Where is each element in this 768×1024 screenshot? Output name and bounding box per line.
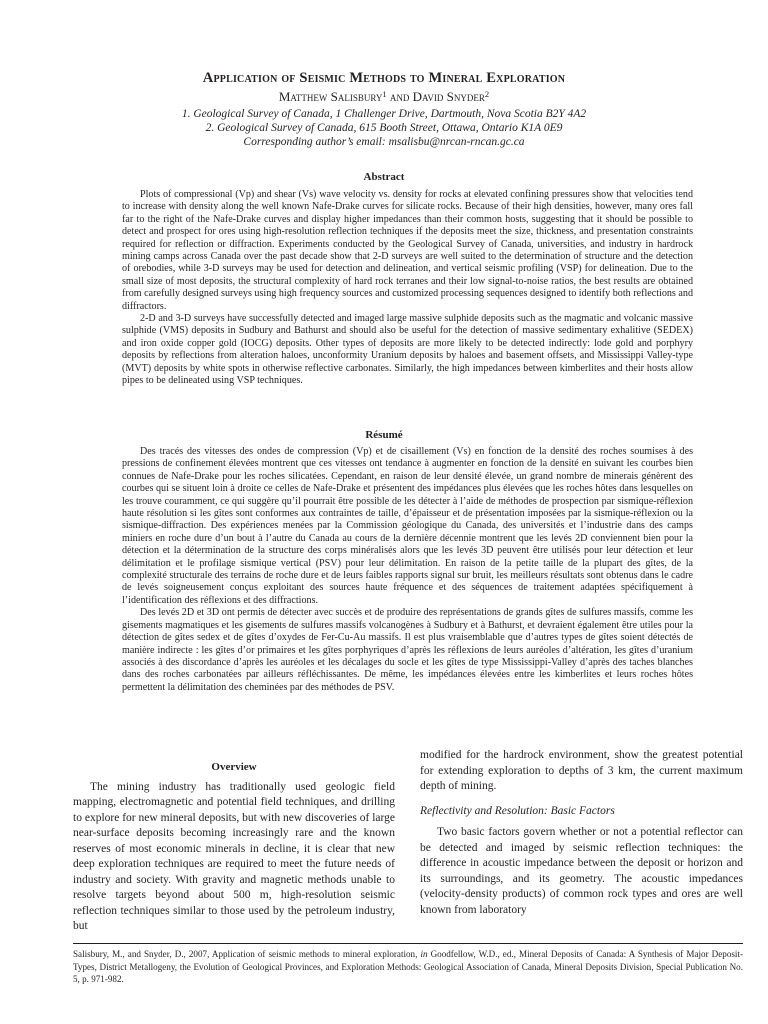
overview-paragraph: The mining industry has traditionally used geologic field mapping, electromagnetic and potential field techniques, and drilling to explore for new mineral deposits, but with new discoveries of large near-surface deposits becoming increasingly rare and the known reserves of most economic minerals in decline, it is clear that new deep exploration techniques are required to meet the future needs of industry and society. With gravity and magnetic methods unable to resolve targets beyond about 500 m, high-resolution seismic reflection techniques similar to those used by the petroleum industry, but <box>73 780 395 932</box>
citation-text: Salisbury, M., and Snyder, D., 2007, Application of seismic methods to mineral exploration, <box>73 949 421 959</box>
author-line <box>0 89 768 105</box>
paper-title: Application of Seismic Methods to Mineral Exploration <box>202 70 566 86</box>
citation-footer <box>73 948 743 986</box>
right-column <box>420 748 743 918</box>
resume-paragraph: Des levés 2D et 3D ont permis de détecter avec succès et de produire des représentations de grands gîtes de sulfures massifs, comme les gisements magmatiques et les gisements de sulfures massifs volcanogènes à Sudbury et à Bathurst, et devraient également être utiles pour la détection de gîtes sedex et de gîtes d’oxydes de Fer-Cu-Au massifs. Il est plus vraisemblable que d’autres types de gîtes soient détectés de manière indirecte : les gîtes d’or primaires et les gîtes porphyriques d’après les réflexions de leurs auréoles d’altération, les gîtes d’uranium associés à des discordance d’après les auréoles et les décalages du socle et les gîtes de type Mississippi-Valley d’après des taches blanches dans des roches carbonatées par ailleurs réfléchissantes. De même, les impédances élevées entre les kimberlites et leurs roches hôtes permettent la délimitation des cheminées par des méthodes de PSV. <box>122 607 693 693</box>
abstract-paragraph: 2-D and 3-D surveys have successfully detected and imaged large massive sulphide deposits such as the magmatic and volcanic massive sulphide (VMS) deposits in Sudbury and Bathurst and should also be useful for the detection of massive sedimentary exhalitive (SEDEX) and iron oxide copper gold (IOCG) deposits. Other types of deposits are more likely to be detected indirectly: lode gold and porphyry deposits by reflections from alteration haloes, unconformity Uranium deposits by haloes and basement offsets, and Mississippi Valley-type (MVT) deposits by white spots in otherwise reflective carbonates. Similarly, the high impedances between kimberlites and their hosts allow pipes to be delineated using VSP techniques. <box>122 313 693 387</box>
footer-rule <box>73 943 743 944</box>
abstract-heading: Abstract <box>363 171 405 183</box>
author-1: Matthew Salisbury <box>278 89 383 104</box>
overview-continuation: modified for the hardrock environment, show the greatest potential for extending exploration to depths of 3 km, the current maximum depth of mining. <box>420 749 743 792</box>
affiliation-1: 1. Geological Survey of Canada, 1 Challenger Drive, Dartmouth, Nova Scotia B2Y 4A2 <box>181 108 587 120</box>
author-2-superscript: 2 <box>484 89 490 99</box>
citation-text-rest: Goodfellow, W.D., ed., Mineral Deposits of Canada: A Synthesis of Major Deposit-Types, District Metallogeny, the Evolution of Geological Provinces, and Exploration Methods: Geological Association of Canada, Mineral Deposits Division, Special Publication No. 5, p. 971-982. <box>73 949 743 985</box>
abstract-paragraph: Plots of compressional (Vp) and shear (Vs) wave velocity vs. density for rocks at elevated confining pressures show that velocities tend to increase with density along the well known Nafe-Drake curves for silicate rocks. Because of their high densities, however, many ores fall far to the right of the Nafe-Drake curves and display higher impedances than their common hosts, suggesting that it should be possible to detect and prospect for ores using high-resolution reflection techniques if the deposits meet the size, thickness, and presentation constraints required for reflection or diffraction. Experiments conducted by the Geological Survey of Canada, universities, and industry in hardrock mining camps across Canada over the past decade show that 2-D surveys are well suited to the determination of structure and the detection of orebodies, while 3-D surveys may be used for detection and delineation, and vertical seismic profiling (VSP) for delineation. Due to the small size of most deposits, the structural complexity of hard rock terranes and their low signal-to-noise ratios, the best results are obtained from carefully designed surveys using high frequency sources and customized processing sequences designed to identify both reflections and diffractors. <box>122 189 693 312</box>
corresponding-author: Corresponding author’s email: msalisbu@nrcan-rncan.gc.ca <box>243 136 525 148</box>
abstract-body <box>122 189 693 388</box>
resume-body <box>122 446 693 694</box>
affiliation-2: 2. Geological Survey of Canada, 615 Booth Street, Ottawa, Ontario K1A 0E9 <box>205 122 563 134</box>
author-conjunction: and <box>386 89 413 104</box>
reflectivity-paragraph: Two basic factors govern whether or not a potential reflector can be detected and imaged by seismic reflection techniques: the difference in acoustic impedance between the deposit or horizon and its surroundings, and its geometry. The acoustic impedances (velocity-density products) of common rock types and ores are well known from laboratory <box>420 826 743 916</box>
resume-heading: Résumé <box>365 429 403 441</box>
citation-in: in <box>420 949 428 959</box>
resume-paragraph: Des tracés des vitesses des ondes de compression (Vp) et de cisaillement (Vs) en fonction de la densité des roches soumises à des pressions de confinement élevées montrent que ces vitesses ont tendance à augmenter en fonction de la densité en suivant les courbes bien connues de Nafe-Drake pour les roches silicatées. Cependant, en raison de leur densité élevée, un grand nombre de minerais génèrent des courbes qui se situent loin à droite ce celles de Nafe-Drake et présentent des impédances plus élevées que les roches hôtes dans lesquelles on les trouve couramment, ce qui suggère qu’il pourrait être possible de les détecter à l’aide de méthodes de prospection par sismique-réflexion haute résolution si les gîtes sont conformes aux contraintes de taille, d’épaisseur et de présentation imposées par la sismique-réflexion ou la sismique-diffraction. Des expériences menées par la Commission géologique du Canada, des universités et l’industrie dans des camps miniers en roche dure d’un bout à l’autre du Canada au cours de la dernière décennie montrent que les levés 2D conviennent bien pour la détection et la détermination de la structure des corps minéralisés alors que les levés 3D peuvent être utilisés pour leur détection et leur délimitation et le profilage sismique vertical (PSV) pour leur délimitation. En raison de la petite taille de la plupart des gîtes, de la complexité structurale des terrains de roche dure et de leurs faibles rapports signal sur bruit, les meilleurs résultats sont obtenus dans le cadre de levés soigneusement conçus exploitant des sources haute fréquence et des séquences de traitement adaptées spécifiquement à l’identification des réflexions et des diffractions. <box>122 446 693 606</box>
overview-heading: Overview <box>211 761 257 773</box>
left-column <box>73 760 395 935</box>
author-1-superscript: 1 <box>382 89 387 99</box>
subsection-heading: Reflectivity and Resolution: Basic Factors <box>420 804 615 817</box>
author-2: David Snyder <box>412 89 485 104</box>
